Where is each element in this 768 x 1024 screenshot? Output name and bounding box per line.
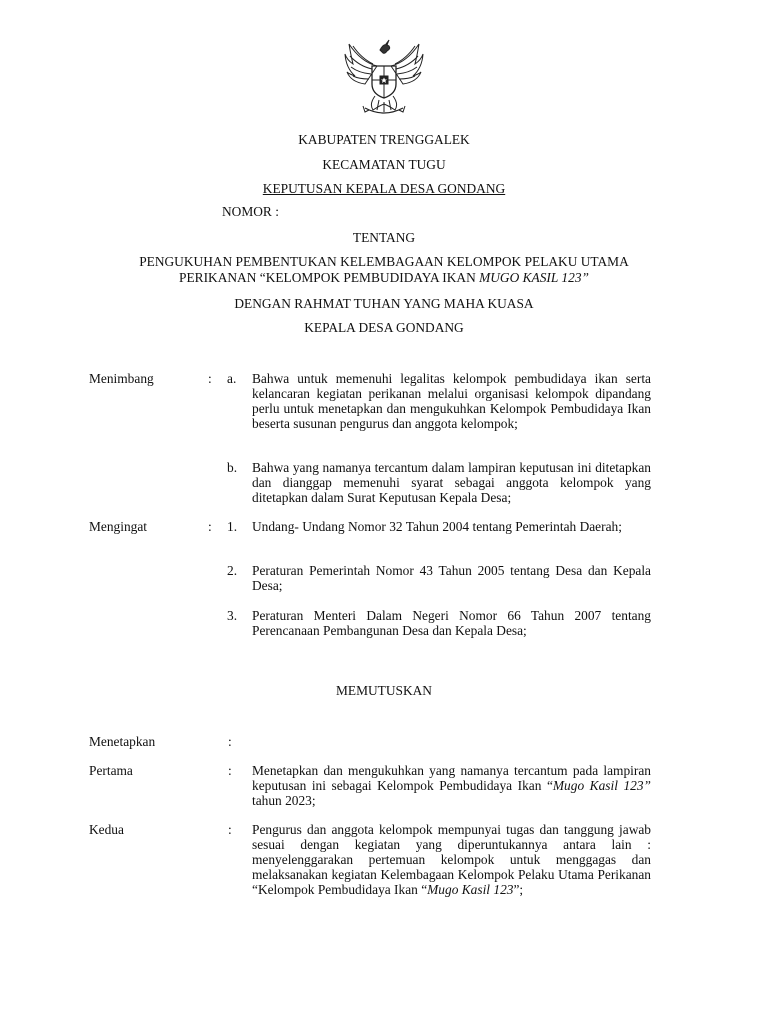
pertama-text-end: tahun 2023; <box>252 793 316 808</box>
document-title <box>80 254 688 286</box>
pertama-label: Pertama <box>89 763 133 778</box>
menimbang-colon: : <box>208 371 212 386</box>
menimbang-label: Menimbang <box>89 371 154 386</box>
memutuskan-heading: MEMUTUSKAN <box>336 683 432 698</box>
pertama-text-main: Menetapkan dan mengukuhkan yang namanya tercantum pada lampiran keputusan ini sebagai Kelompok Pembudidaya Ikan “ <box>252 763 651 793</box>
pertama-colon: : <box>228 763 232 778</box>
pertama-text <box>252 763 651 808</box>
item-marker: 1. <box>227 519 238 534</box>
item-text: Peraturan Menteri Dalam Negeri Nomor 66 Tahun 2007 tentang Perencanaan Pembangunan Desa dan Kepala Desa; <box>252 608 651 638</box>
kecamatan-heading: KECAMATAN TUGU <box>322 157 446 172</box>
title-line-2 <box>80 270 688 286</box>
item-marker: a. <box>227 371 237 386</box>
kepala-desa-line: KEPALA DESA GONDANG <box>304 320 464 335</box>
title-line-2-main: PERIKANAN “KELOMPOK PEMBUDIDAYA IKAN <box>179 270 480 285</box>
pertama-text-italic: Mugo Kasil 123” <box>552 778 652 793</box>
item-text: Undang- Undang Nomor 32 Tahun 2004 tentang Pemerintah Daerah; <box>252 519 622 534</box>
mengingat-colon: : <box>208 519 212 534</box>
menetapkan-colon: : <box>228 734 232 749</box>
rahmat-line: DENGAN RAHMAT TUHAN YANG MAHA KUASA <box>234 296 534 311</box>
kabupaten-heading: KABUPATEN TRENGGALEK <box>298 132 470 147</box>
item-marker: 2. <box>227 563 238 578</box>
kedua-label: Kedua <box>89 822 124 837</box>
keputusan-text: KEPUTUSAN KEPALA DESA GONDANG <box>262 181 506 196</box>
kedua-text <box>252 822 651 897</box>
kedua-text-main: Pengurus dan anggota kelompok mempunyai tugas dan tanggung jawab sesuai dengan kegiatan yang diperuntukannya antara lain : menyelenggarakan pertemuan kelompok untuk menggagas dan melaksanakan kegiatan Kelembagaan Kelompok Pelaku Utama Perikanan “Kelompok Pembudidaya Ikan “ <box>252 822 651 897</box>
kedua-text-end: ”; <box>513 882 524 897</box>
garuda-emblem-icon <box>339 36 429 120</box>
keputusan-heading <box>0 181 768 196</box>
menetapkan-label: Menetapkan <box>89 734 156 749</box>
item-marker: 3. <box>227 608 238 623</box>
tentang-heading: TENTANG <box>352 230 416 245</box>
item-text: Peraturan Pemerintah Nomor 43 Tahun 2005 tentang Desa dan Kepala Desa; <box>252 563 651 593</box>
mengingat-label: Mengingat <box>89 519 148 534</box>
title-line-2-italic: MUGO KASIL 123” <box>479 270 589 285</box>
nomor-label: NOMOR : <box>222 204 279 219</box>
item-text: Bahwa untuk memenuhi legalitas kelompok pembudidaya ikan serta kelancaran kegiatan perikanan melalui organisasi kelompok dipandang perlu untuk menetapkan dan mengukuhkan Kelompok Pembudidaya Ikan beserta susunan pengurus dan anggota kelompok; <box>252 371 651 431</box>
kedua-colon: : <box>228 822 232 837</box>
title-line-1: PENGUKUHAN PEMBENTUKAN KELEMBAGAAN KELOMPOK PELAKU UTAMA <box>139 254 629 269</box>
item-text: Bahwa yang namanya tercantum dalam lampiran keputusan ini ditetapkan dan dianggap memenuhi syarat sebagai anggota kelompok yang ditetapkan dalam Surat Keputusan Kepala Desa; <box>252 460 651 505</box>
kedua-text-italic: Mugo Kasil 123 <box>427 882 514 897</box>
item-marker: b. <box>227 460 238 475</box>
